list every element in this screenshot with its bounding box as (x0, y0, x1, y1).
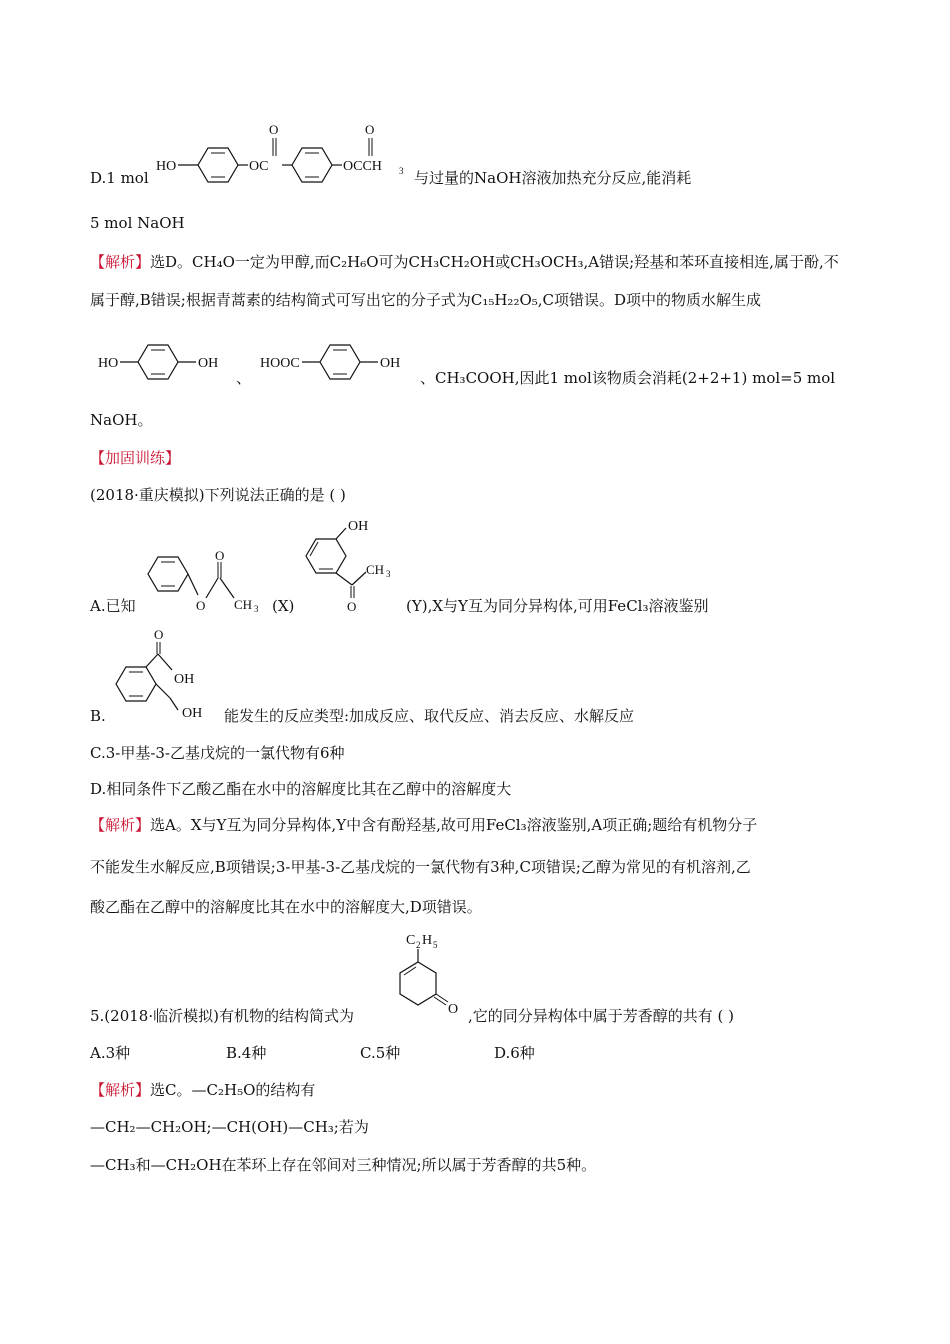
option-d-prefix: D.1 mol (90, 169, 149, 187)
option-d-training: D.相同条件下乙酸乙酯在水中的溶解度比其在乙醇中的溶解度大 (90, 780, 512, 798)
analysis-tag: 【解析】 (90, 253, 151, 271)
svg-text:O: O (196, 598, 206, 613)
q5-option-a: A.3种 (90, 1044, 131, 1062)
analysis-3-line2: —CH₂—CH₂OH;—CH(OH)—CH₃;若为 (90, 1118, 369, 1136)
svg-text:CH: CH (234, 597, 253, 612)
ester-molecule-d (152, 118, 412, 192)
svg-text:HO: HO (156, 159, 177, 174)
q5-suffix: ,它的同分异构体中属于芳香醇的共有 ( ) (468, 1007, 735, 1025)
svg-text:3: 3 (254, 604, 259, 614)
analysis-2-line2: 不能发生水解反应,B项错误;3-甲基-3-乙基戊烷的一氯代物有3种,C项错误;乙醇为常见的有机溶剂,乙 (90, 858, 751, 876)
hydroquinone-molecule (96, 338, 236, 386)
svg-text:OH: OH (182, 706, 203, 721)
training-header: 【加固训练】 (90, 449, 181, 467)
svg-text:O: O (365, 122, 375, 137)
svg-text:OC: OC (249, 159, 269, 174)
option-a-prefix: A.已知 (90, 597, 136, 615)
svg-text:O: O (347, 599, 357, 614)
analysis-text: 选A。X与Y互为同分异构体,Y中含有酚羟基,故可用FeCl₃溶液鉴别,A项正确;题给有机物分子 (150, 816, 758, 834)
training-question: (2018·重庆模拟)下列说法正确的是 ( ) (90, 486, 346, 504)
analysis-3-line1 (90, 1080, 315, 1100)
cyclohexenone-molecule (374, 926, 474, 1026)
analysis-text: 选C。—C₂H₅O的结构有 (150, 1081, 316, 1099)
svg-text:O: O (215, 548, 225, 563)
analysis-1-line3-tail: 、CH₃COOH,因此1 mol该物质会消耗(2+2+1) mol=5 mol (420, 369, 836, 387)
option-d-line2: 5 mol NaOH (90, 214, 185, 232)
option-c: C.3-甲基-3-乙基戊烷的一氯代物有6种 (90, 744, 345, 762)
analysis-2-line3: 酸乙酯在乙醇中的溶解度比其在水中的溶解度大,D项错误。 (90, 898, 482, 916)
option-a-suffix: (Y),X与Y互为同分异构体,可用FeCl₃溶液鉴别 (406, 597, 709, 615)
q5-option-b: B.4种 (226, 1044, 267, 1062)
analysis-3-line3: —CH₃和—CH₂OH在苯环上存在邻间对三种情况;所以属于芳香醇的共5种。 (90, 1156, 597, 1174)
svg-text:3: 3 (386, 569, 391, 579)
molecule-x-label: (X) (272, 597, 295, 615)
svg-text:5: 5 (433, 940, 438, 950)
analysis-tag: 【解析】 (90, 1081, 151, 1099)
q5-option-c: C.5种 (360, 1044, 401, 1062)
molecule-b (108, 626, 222, 724)
q5-option-d: D.6种 (494, 1044, 535, 1062)
svg-text:3: 3 (399, 166, 404, 176)
analysis-tag: 【解析】 (90, 816, 151, 834)
analysis-1-line2: 属于醇,B错误;根据青蒿素的结构简式可写出它的分子式为C₁₅H₂₂O₅,C项错误。D项中的物质水解生成 (90, 291, 762, 309)
option-b-prefix: B. (90, 707, 106, 725)
svg-text:OH: OH (174, 672, 195, 687)
svg-text:O: O (448, 1002, 459, 1017)
molecule-x (140, 548, 268, 618)
hydroxybenzoic-acid-molecule (258, 338, 418, 386)
svg-text:H: H (422, 933, 433, 948)
svg-text:O: O (269, 122, 279, 137)
analysis-text: 选D。CH₄O一定为甲醇,而C₂H₆O可为CH₃CH₂OH或CH₃OCH₃,A错误;羟基和苯环直接相连,属于酚,不 (150, 253, 839, 271)
analysis-2-line1 (90, 815, 757, 835)
svg-text:O: O (154, 627, 164, 642)
svg-text:HO: HO (98, 356, 119, 371)
svg-text:OH: OH (348, 519, 369, 534)
svg-text:HOOC: HOOC (260, 356, 300, 371)
svg-text:OH: OH (198, 356, 219, 371)
svg-text:C: C (406, 933, 416, 948)
q5-prefix: 5.(2018·临沂模拟)有机物的结构简式为 (90, 1007, 354, 1025)
analysis-1-line1 (90, 252, 839, 272)
svg-text:OH: OH (380, 356, 401, 371)
svg-text:CH: CH (366, 562, 385, 577)
svg-text:2: 2 (416, 940, 421, 950)
molecule-y (296, 512, 406, 616)
option-d-suffix: 与过量的NaOH溶液加热充分反应,能消耗 (414, 169, 692, 187)
option-b-suffix: 能发生的反应类型:加成反应、取代反应、消去反应、水解反应 (224, 707, 635, 725)
analysis-1-line4: NaOH。 (90, 411, 153, 429)
separator: 、 (236, 369, 252, 387)
svg-text:OCCH: OCCH (343, 159, 382, 174)
